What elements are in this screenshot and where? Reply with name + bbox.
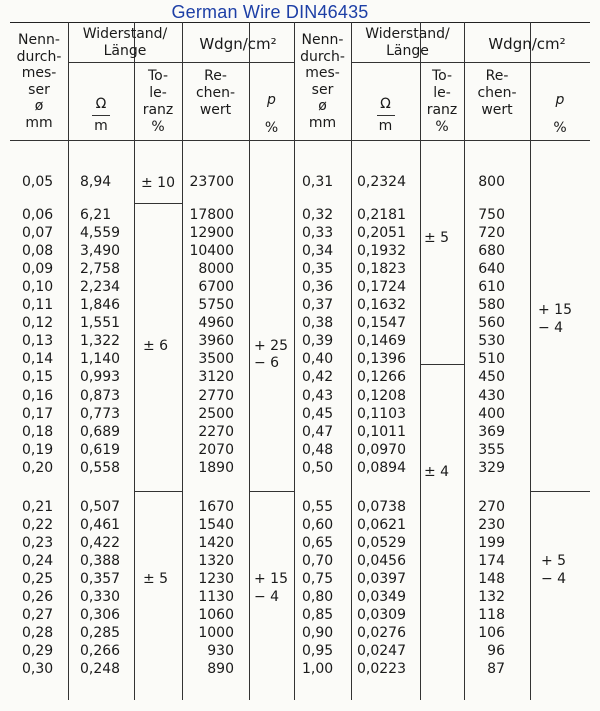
tolerance-header: ranz — [142, 102, 174, 118]
resistance-cell: 0,0529 — [357, 535, 406, 552]
diameter-cell: 0,22 — [22, 517, 54, 534]
resistance-cell: 0,266 — [80, 643, 121, 660]
diameter-cell: 0,33 — [302, 225, 334, 242]
diameter-cell: 0,07 — [22, 225, 54, 242]
resistance-cell: 0,0276 — [357, 625, 406, 642]
rechenwert-header: chen- — [477, 85, 517, 101]
p-value: + 15 — [538, 302, 572, 318]
resistance-cell: 0,357 — [80, 571, 121, 588]
diameter-cell: 0,75 — [302, 571, 334, 588]
diameter-cell: 0,47 — [302, 423, 334, 440]
diameter-cell: 0,24 — [22, 553, 54, 570]
resistance-cell: 0,507 — [80, 499, 121, 515]
diameter-cell: 0,28 — [22, 625, 54, 642]
resistance-cell: 0,0397 — [357, 571, 406, 588]
metre-unit: m — [94, 118, 108, 134]
wdgn-cell: 17800 — [189, 207, 234, 223]
wdgn-cell: 930 — [207, 643, 234, 660]
resistance-cell: 8,94 — [80, 174, 112, 190]
diameter-cell: 0,48 — [302, 441, 334, 458]
wdgn-cell: 430 — [478, 387, 505, 404]
wdgn-cell: 4960 — [198, 315, 234, 332]
resistance-cell: 0,1103 — [357, 405, 406, 422]
wdgn-cell: 1060 — [198, 607, 234, 624]
rechenwert-header: Re- — [204, 68, 227, 84]
unit-frac-bar — [92, 115, 110, 116]
resistance-cell: 0,873 — [80, 387, 121, 404]
p-header: p — [267, 92, 276, 108]
resistance-header: Länge — [103, 43, 147, 59]
wdgn-cell: 2500 — [198, 405, 234, 422]
header-group-rule — [464, 62, 590, 63]
ohm-unit: Ω — [380, 96, 391, 112]
diameter-cell: 0,29 — [22, 643, 54, 660]
tolerance-value: ± 6 — [143, 338, 169, 354]
ohm-unit: Ω — [95, 96, 107, 112]
diameter-cell: 0,42 — [302, 369, 334, 386]
resistance-cell: 0,1011 — [357, 423, 406, 440]
wdgn-cell: 1420 — [198, 535, 234, 552]
diameter-cell: 0,30 — [22, 661, 54, 678]
resistance-cell: 2,234 — [80, 279, 121, 296]
resistance-cell: 3,490 — [80, 243, 121, 260]
resistance-cell: 0,248 — [80, 661, 121, 678]
tolerance-rule — [134, 491, 182, 492]
diameter-cell: 0,26 — [22, 589, 54, 606]
diameter-cell: 0,80 — [302, 589, 334, 606]
diameter-cell: 0,90 — [302, 625, 334, 642]
diameter-header: mes- — [21, 65, 57, 81]
p-value: − 4 — [538, 320, 564, 336]
wdgn-cell: 1230 — [198, 571, 234, 588]
resistance-cell: 0,2051 — [357, 225, 406, 242]
wdgn-cell: 148 — [478, 571, 505, 588]
diameter-cell: 0,32 — [302, 207, 334, 223]
resistance-cell: 0,1632 — [357, 297, 406, 314]
wdgn-cell: 450 — [478, 369, 505, 386]
wdgn-header: Wdgn/cm² — [488, 35, 566, 53]
tolerance-value: ± 5 — [143, 571, 169, 587]
wdgn-cell: 2070 — [198, 441, 234, 458]
resistance-cell: 0,285 — [80, 625, 121, 642]
tolerance-value: ± 4 — [424, 464, 450, 480]
resistance-cell: 0,306 — [80, 607, 121, 624]
diameter-cell: 0,09 — [22, 261, 54, 278]
diameter-header: mm — [308, 114, 337, 131]
p-value: + 5 — [541, 553, 567, 569]
p-value: + 25 — [254, 338, 288, 354]
resistance-cell: 0,1266 — [357, 369, 406, 386]
wdgn-cell: 199 — [478, 535, 505, 552]
header-group-rule — [351, 62, 464, 63]
wdgn-cell: 640 — [478, 261, 505, 278]
p-percent-header: % — [264, 120, 279, 136]
p-header: p — [555, 92, 565, 108]
resistance-header: Widerstand/ — [365, 26, 450, 42]
wdgn-cell: 510 — [478, 351, 505, 368]
diameter-cell: 0,21 — [22, 499, 54, 515]
diameter-header: durch- — [300, 48, 345, 65]
diameter-cell: 0,50 — [302, 459, 334, 476]
resistance-cell: 0,0456 — [357, 553, 406, 570]
p-rule — [249, 491, 294, 492]
resistance-cell: 0,773 — [80, 405, 121, 422]
p-percent-header: % — [553, 120, 567, 136]
rechenwert-header: Re- — [485, 68, 509, 84]
resistance-cell: 1,140 — [80, 351, 121, 368]
diameter-header: ser — [28, 81, 50, 98]
diameter-cell: 0,18 — [22, 423, 54, 440]
wdgn-cell: 560 — [478, 315, 505, 332]
tolerance-rule — [420, 364, 464, 365]
unit-frac-bar — [377, 115, 395, 116]
diameter-cell: 0,43 — [302, 387, 334, 404]
wdgn-cell: 3120 — [198, 369, 234, 386]
resistance-cell: 0,619 — [80, 441, 121, 458]
tolerance-header: % — [151, 119, 165, 135]
page-title: German Wire DIN46435 — [171, 2, 369, 22]
wdgn-cell: 118 — [478, 607, 505, 624]
diameter-header: ser — [311, 81, 334, 98]
resistance-cell: 0,461 — [80, 517, 121, 534]
resistance-cell: 0,0309 — [357, 607, 406, 624]
diameter-cell: 0,27 — [22, 607, 54, 624]
resistance-cell: 0,0621 — [357, 517, 406, 534]
resistance-cell: 0,1547 — [357, 315, 406, 332]
resistance-cell: 4,559 — [80, 225, 121, 242]
wdgn-cell: 355 — [478, 441, 505, 458]
diameter-header: ø — [34, 98, 44, 114]
wdgn-cell: 6700 — [198, 279, 234, 296]
wdgn-cell: 174 — [478, 553, 505, 570]
diameter-header: Nenn- — [301, 32, 344, 48]
tolerance-header: le- — [149, 85, 167, 101]
wdgn-cell: 610 — [478, 279, 505, 296]
tolerance-header: % — [435, 119, 449, 135]
wdgn-cell: 10400 — [189, 243, 234, 260]
wdgn-cell: 400 — [478, 405, 505, 422]
resistance-cell: 0,993 — [80, 369, 121, 386]
diameter-cell: 0,36 — [302, 279, 334, 296]
resistance-cell: 1,322 — [80, 333, 121, 350]
wdgn-cell: 23700 — [189, 174, 234, 190]
diameter-cell: 0,12 — [22, 315, 54, 332]
resistance-cell: 0,0970 — [357, 441, 406, 458]
diameter-cell: 0,16 — [22, 387, 54, 404]
resistance-cell: 0,689 — [80, 423, 121, 440]
diameter-cell: 0,25 — [22, 571, 54, 588]
tolerance-header: To- — [147, 68, 169, 84]
wdgn-cell: 580 — [478, 297, 505, 314]
wdgn-cell: 1130 — [198, 589, 234, 606]
resistance-cell: 0,1823 — [357, 261, 406, 278]
rechenwert-header: chen- — [195, 85, 236, 101]
tolerance-header: To- — [431, 68, 453, 84]
diameter-cell: 0,06 — [22, 207, 54, 223]
tolerance-rule — [134, 203, 182, 204]
diameter-header: durch- — [16, 48, 62, 65]
diameter-cell: 0,37 — [302, 297, 334, 314]
diameter-cell: 0,95 — [302, 643, 334, 660]
resistance-cell: 0,422 — [80, 535, 121, 552]
wdgn-cell: 1000 — [198, 625, 234, 642]
resistance-cell: 0,2181 — [357, 207, 406, 223]
wdgn-cell: 800 — [478, 174, 505, 190]
tolerance-header: ranz — [426, 102, 458, 118]
resistance-cell: 0,0247 — [357, 643, 406, 660]
resistance-cell: 0,1396 — [357, 351, 406, 368]
resistance-cell: 1,846 — [80, 297, 121, 314]
resistance-header: Länge — [386, 43, 429, 59]
resistance-cell: 1,551 — [80, 315, 121, 332]
diameter-cell: 0,39 — [302, 333, 334, 350]
wdgn-cell: 87 — [487, 661, 505, 678]
diameter-cell: 0,20 — [22, 459, 54, 476]
metre-unit: m — [378, 118, 393, 134]
diameter-cell: 0,23 — [22, 535, 54, 552]
wdgn-cell: 750 — [478, 207, 505, 223]
wdgn-cell: 230 — [478, 517, 505, 534]
wdgn-cell: 329 — [478, 459, 505, 476]
tolerance-value: ± 5 — [424, 230, 450, 246]
wdgn-cell: 890 — [207, 661, 234, 678]
diameter-cell: 0,60 — [302, 517, 334, 534]
resistance-cell: 0,1469 — [357, 333, 406, 350]
diameter-cell: 0,34 — [302, 243, 334, 260]
resistance-cell: 0,1208 — [357, 387, 406, 404]
header-group-rule — [68, 62, 182, 63]
wdgn-cell: 1320 — [198, 553, 234, 570]
resistance-header: Widerstand/ — [82, 26, 168, 42]
wdgn-cell: 2270 — [198, 423, 234, 440]
p-rule — [530, 491, 590, 492]
resistance-cell: 0,0349 — [357, 589, 406, 606]
wdgn-cell: 680 — [478, 243, 505, 260]
diameter-cell: 0,08 — [22, 243, 54, 260]
wdgn-cell: 1540 — [198, 517, 234, 534]
diameter-cell: 0,70 — [302, 553, 334, 570]
wdgn-cell: 720 — [478, 225, 505, 242]
resistance-cell: 2,758 — [80, 261, 121, 278]
diameter-cell: 0,35 — [302, 261, 334, 278]
tolerance-header: le- — [433, 85, 451, 101]
wdgn-cell: 8000 — [198, 261, 234, 278]
resistance-cell: 0,0738 — [357, 499, 406, 515]
rechenwert-header: wert — [481, 102, 513, 118]
diameter-cell: 0,19 — [22, 441, 54, 458]
diameter-cell: 0,13 — [22, 333, 54, 350]
diameter-cell: 0,10 — [22, 279, 54, 296]
p-value: − 4 — [541, 571, 567, 587]
resistance-cell: 0,388 — [80, 553, 121, 570]
diameter-cell: 0,14 — [22, 351, 54, 368]
diameter-header: ø — [318, 98, 327, 114]
diameter-cell: 1,00 — [302, 661, 334, 678]
wdgn-cell: 5750 — [198, 297, 234, 314]
resistance-cell: 0,2324 — [357, 174, 406, 190]
diameter-cell: 0,17 — [22, 405, 54, 422]
resistance-cell: 0,1932 — [357, 243, 406, 260]
wdgn-cell: 106 — [478, 625, 505, 642]
diameter-cell: 0,45 — [302, 405, 334, 422]
diameter-cell: 0,31 — [302, 174, 334, 190]
resistance-cell: 0,558 — [80, 459, 121, 476]
header-bottom-rule — [10, 140, 590, 141]
diameter-cell: 0,11 — [22, 297, 54, 314]
diameter-header: mm — [25, 114, 53, 131]
wdgn-cell: 2770 — [198, 387, 234, 404]
wdgn-cell: 1890 — [198, 459, 234, 476]
diameter-cell: 0,65 — [302, 535, 334, 552]
header-group-rule — [182, 62, 294, 63]
wdgn-cell: 132 — [478, 589, 505, 606]
wdgn-cell: 270 — [478, 499, 505, 515]
p-value: + 15 — [254, 571, 288, 587]
wdgn-cell: 12900 — [189, 225, 234, 242]
top-rule — [10, 22, 590, 23]
wdgn-cell: 530 — [478, 333, 505, 350]
wdgn-cell: 3960 — [198, 333, 234, 350]
diameter-cell: 0,05 — [22, 174, 54, 190]
resistance-cell: 0,0894 — [357, 459, 406, 476]
resistance-cell: 0,0223 — [357, 661, 406, 678]
rechenwert-header: wert — [199, 102, 232, 118]
wdgn-cell: 96 — [487, 643, 505, 660]
diameter-header: Nenn- — [18, 32, 60, 48]
tolerance-value: ± 10 — [141, 175, 175, 191]
wdgn-header: Wdgn/cm² — [199, 35, 277, 53]
wdgn-cell: 3500 — [198, 351, 234, 368]
diameter-header: mes- — [305, 65, 340, 81]
resistance-cell: 0,1724 — [357, 279, 406, 296]
diameter-cell: 0,55 — [302, 499, 334, 515]
wdgn-cell: 369 — [478, 423, 505, 440]
p-value: − 4 — [254, 589, 280, 605]
resistance-cell: 0,330 — [80, 589, 121, 606]
diameter-cell: 0,38 — [302, 315, 334, 332]
diameter-cell: 0,40 — [302, 351, 334, 368]
p-value: − 6 — [254, 355, 280, 371]
diameter-cell: 0,15 — [22, 369, 54, 386]
diameter-cell: 0,85 — [302, 607, 334, 624]
wdgn-cell: 1670 — [198, 499, 234, 515]
resistance-cell: 6,21 — [80, 207, 112, 223]
